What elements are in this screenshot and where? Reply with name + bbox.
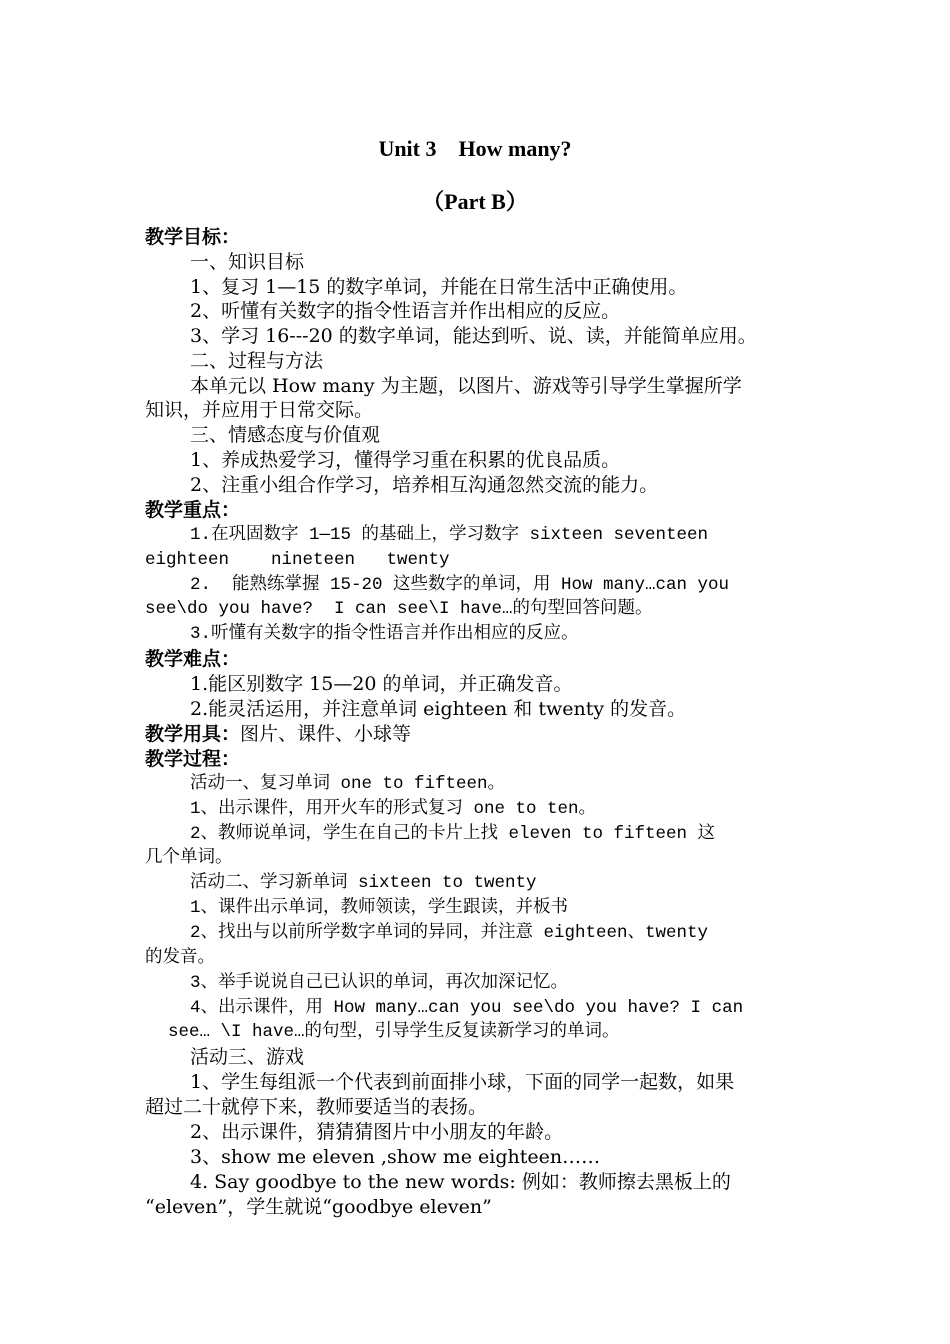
teaching-aids-line — [145, 722, 411, 746]
text-line: 2、找出与以前所学数字单词的异同，并注意 eighteen、twenty — [190, 923, 709, 943]
text-line: 三、情感态度与价值观 — [190, 424, 381, 446]
text-line: 知识，并应用于日常交际。 — [145, 399, 374, 421]
text-line: 超过二十就停下来，教师要适当的表扬。 — [145, 1096, 488, 1118]
text-line: 3、学习 16---20 的数字单词，能达到听、说、读，并能简单应用。 — [190, 325, 757, 347]
text-line: 二、过程与方法 — [190, 350, 324, 372]
text-line: see… \I have…的句型，引导学生反复读新学习的单词。 — [168, 1022, 620, 1042]
text-line: 2. 能熟练掌握 15-20 这些数字的单词，用 How many…can you — [190, 575, 730, 595]
text-line: 2、教师说单词，学生在自己的卡片上找 eleven to fifteen 这 — [190, 824, 716, 844]
text-line: 一、知识目标 — [190, 251, 305, 273]
text-line: 4. Say goodbye to the new words: 例如：教师擦去黑板上的 — [190, 1171, 731, 1193]
text-line: 几个单词。 — [145, 848, 233, 868]
text-line: 1.能区别数字 15—20 的单词，并正确发音。 — [190, 673, 573, 695]
section-heading-process: 教学过程： — [145, 748, 241, 770]
text-line: 1、课件出示单词，教师领读，学生跟读，并板书 — [190, 898, 569, 918]
text-line: 的发音。 — [145, 948, 215, 968]
document-title: Unit 3 How many? — [378, 136, 572, 161]
text-line: 3.听懂有关数字的指令性语言并作出相应的反应。 — [190, 624, 579, 644]
text-line: 1.在巩固数字 1—15 的基础上，学习数字 sixteen seventeen — [190, 525, 709, 545]
text-line: 2、听懂有关数字的指令性语言并作出相应的反应。 — [190, 300, 621, 322]
text-line: eighteen nineteen twenty — [145, 550, 450, 570]
text-line: 1、学生每组派一个代表到前面排小球，下面的同学一起数，如果 — [190, 1071, 735, 1093]
text-line: 3、举手说说自己已认识的单词，再次加深记忆。 — [190, 973, 569, 993]
text-line: 本单元以 How many 为主题，以图片、游戏等引导学生掌握所学 — [190, 375, 742, 397]
section-heading-difficulties: 教学难点： — [145, 648, 241, 670]
text-line: 活动一、复习单词 one to fifteen。 — [190, 774, 506, 794]
section-heading-aids: 教学用具： — [145, 723, 241, 745]
teaching-aids-text: 图片、课件、小球等 — [240, 723, 412, 745]
text-line: 2.能灵活运用，并注意单词 eighteen 和 twenty 的发音。 — [190, 698, 687, 720]
document-subtitle: （Part B） — [422, 189, 528, 214]
text-line: see\do you have? I can see\I have…的句型回答问题。 — [145, 599, 653, 619]
text-line: 2、注重小组合作学习，培养相互沟通忽然交流的能力。 — [190, 474, 659, 496]
section-heading-objectives: 教学目标： — [145, 226, 241, 248]
text-line: 1、复习 1—15 的数字单词，并能在日常生活中正确使用。 — [190, 276, 688, 298]
text-line: 活动三、游戏 — [190, 1046, 305, 1068]
text-line: 4、出示课件，用 How many…can you see\do you have? I can — [190, 998, 744, 1018]
text-line: 1、出示课件，用开火车的形式复习 one to ten。 — [190, 799, 597, 819]
text-line: 1、养成热爱学习，懂得学习重在积累的优良品质。 — [190, 449, 621, 471]
text-line: 3、show me eleven ,show me eighteen…… — [190, 1146, 601, 1168]
text-line: “eleven”，学生就说“goodbye eleven” — [145, 1196, 492, 1218]
text-line: 活动二、学习新单词 sixteen to twenty — [190, 873, 537, 893]
section-heading-key-points: 教学重点： — [145, 499, 241, 521]
text-line: 2、出示课件，猜猜猜图片中小朋友的年龄。 — [190, 1121, 564, 1143]
